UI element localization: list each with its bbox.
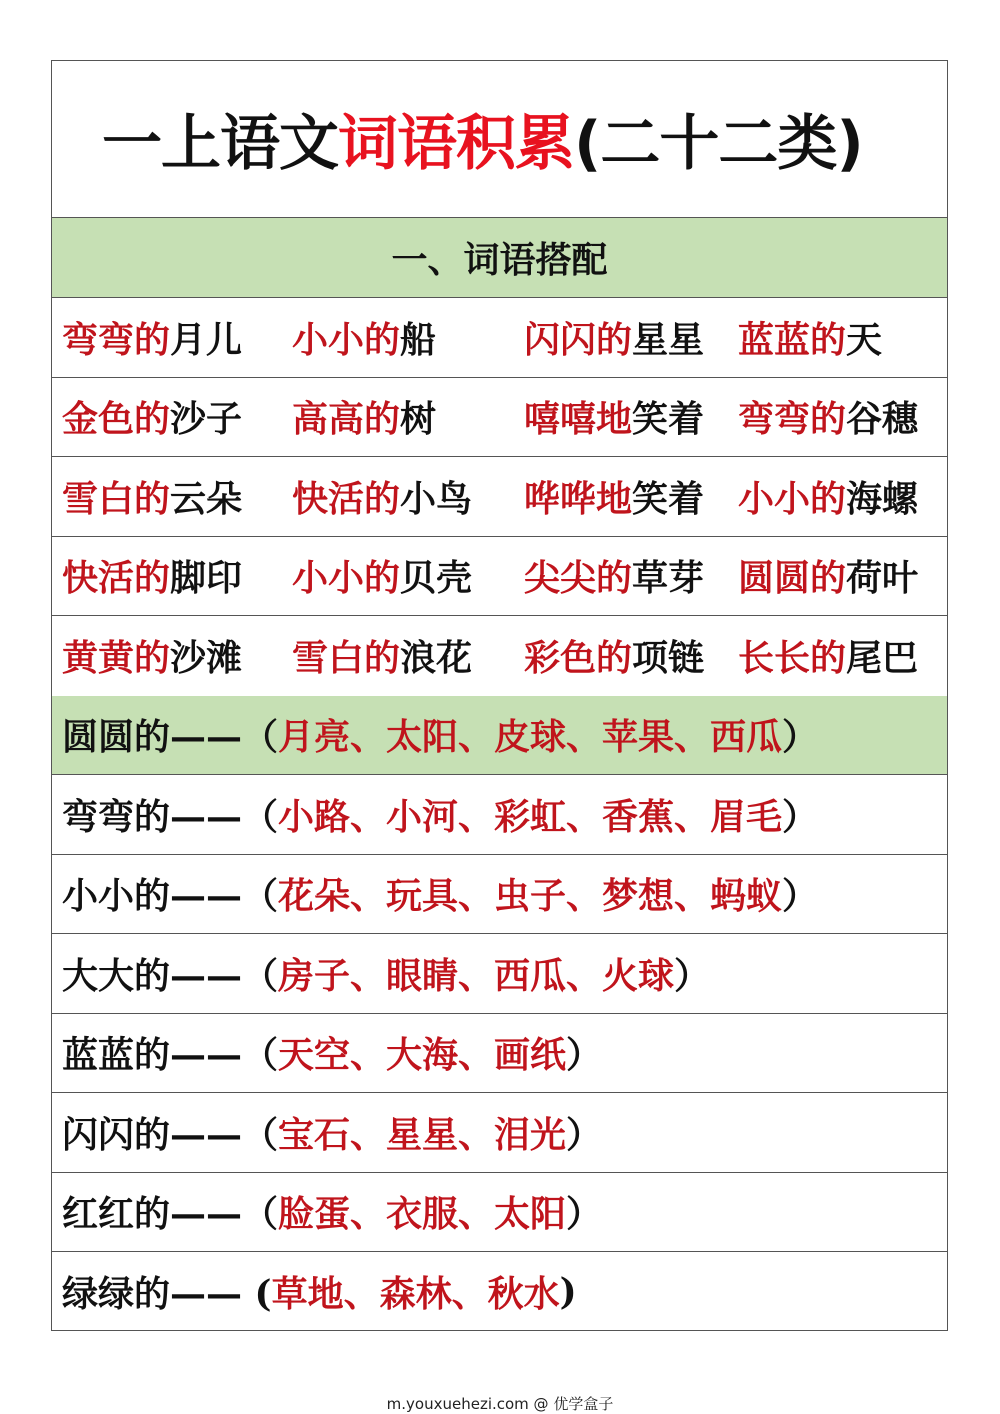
collocation-row xyxy=(52,775,947,855)
title-part2: 词语积累 xyxy=(338,109,574,179)
pair-modifier: 长长的 xyxy=(738,637,847,680)
collocation-head: 红红的——（ xyxy=(62,1193,279,1236)
collocation-row xyxy=(52,696,947,776)
pair-modifier: 彩色的 xyxy=(524,637,633,680)
pair-modifier: 金色的 xyxy=(62,398,171,441)
worksheet-table xyxy=(51,60,948,1331)
pair-modifier: 小小的 xyxy=(292,318,401,361)
pair-noun: 浪花 xyxy=(400,637,473,680)
pair-row xyxy=(52,378,947,458)
collocation-items: 宝石、星星、泪光 xyxy=(278,1113,567,1156)
collocation-items: 花朵、玩具、虫子、梦想、蚂蚁 xyxy=(278,875,783,918)
collocation-head: 弯弯的——（ xyxy=(62,795,279,838)
collocation-row xyxy=(52,1014,947,1094)
pair-noun: 草芽 xyxy=(632,557,705,600)
pair-modifier: 雪白的 xyxy=(62,477,171,520)
pair-noun: 船 xyxy=(400,318,437,361)
pair-noun: 贝壳 xyxy=(400,557,473,600)
pair-modifier: 快活的 xyxy=(62,557,171,600)
collocation-row xyxy=(52,1173,947,1253)
pair-modifier: 蓝蓝的 xyxy=(738,318,847,361)
word-pair xyxy=(524,550,704,601)
word-pair xyxy=(62,630,242,681)
footer-watermark: m.youxuehezi.com @ 优学盒子 xyxy=(386,1395,614,1413)
word-pair xyxy=(738,630,918,681)
collocation-items: 天空、大海、画纸 xyxy=(278,1034,567,1077)
pair-modifier: 尖尖的 xyxy=(524,557,633,600)
collocation-head: 圆圆的——（ xyxy=(62,716,279,759)
word-pair xyxy=(292,391,436,442)
collocation-items: 房子、眼睛、西瓜、火球 xyxy=(278,954,675,997)
pair-modifier: 快活的 xyxy=(292,477,401,520)
collocation-head: 蓝蓝的——（ xyxy=(62,1034,279,1077)
word-pair xyxy=(62,550,242,601)
word-pair xyxy=(62,391,242,442)
pair-noun: 荷叶 xyxy=(846,557,919,600)
pair-row xyxy=(52,537,947,617)
pair-row xyxy=(52,457,947,537)
pair-noun: 笑着 xyxy=(632,477,705,520)
collocation-tail: ) xyxy=(559,1270,577,1313)
collocation-items: 月亮、太阳、皮球、苹果、西瓜 xyxy=(278,716,783,759)
pair-modifier: 哗哗地 xyxy=(524,477,633,520)
pair-noun: 谷穗 xyxy=(846,398,919,441)
pair-noun: 笑着 xyxy=(632,398,705,441)
word-pair xyxy=(62,471,242,522)
collocation-row xyxy=(52,855,947,935)
page-title xyxy=(52,61,947,218)
word-pair xyxy=(524,630,704,681)
pair-noun: 小鸟 xyxy=(400,477,473,520)
word-pair xyxy=(738,471,918,522)
pair-noun: 尾巴 xyxy=(846,637,919,680)
collocation-head: 小小的——（ xyxy=(62,875,279,918)
collocation-head: 大大的——（ xyxy=(62,954,279,997)
collocation-row xyxy=(52,1093,947,1173)
pair-modifier: 小小的 xyxy=(738,477,847,520)
pair-modifier: 弯弯的 xyxy=(62,318,171,361)
pair-modifier: 圆圆的 xyxy=(738,557,847,600)
pair-noun: 项链 xyxy=(632,637,705,680)
section-heading: 一、词语搭配 xyxy=(52,218,947,298)
collocation-tail: ） xyxy=(566,1193,603,1236)
word-pair xyxy=(292,471,472,522)
pair-noun: 沙子 xyxy=(170,398,243,441)
word-pair xyxy=(524,471,704,522)
pair-noun: 月儿 xyxy=(170,318,243,361)
word-pair xyxy=(738,391,918,442)
pair-noun: 脚印 xyxy=(170,557,243,600)
word-pair xyxy=(738,550,918,601)
pair-modifier: 嘻嘻地 xyxy=(524,398,633,441)
word-pair xyxy=(292,630,472,681)
pair-noun: 沙滩 xyxy=(170,637,243,680)
pair-row xyxy=(52,298,947,378)
collocation-items: 草地、森林、秋水 xyxy=(271,1273,560,1316)
collocation-row xyxy=(52,934,947,1014)
collocation-head: 绿绿的—— ( xyxy=(62,1273,272,1316)
pair-noun: 树 xyxy=(400,398,437,441)
pair-row xyxy=(52,616,947,696)
collocation-row xyxy=(52,1252,947,1332)
word-pair xyxy=(292,550,472,601)
pair-modifier: 雪白的 xyxy=(292,637,401,680)
pair-modifier: 黄黄的 xyxy=(62,637,171,680)
collocation-tail: ） xyxy=(566,1113,603,1156)
collocation-items: 小路、小河、彩虹、香蕉、眉毛 xyxy=(278,795,783,838)
pair-noun: 星星 xyxy=(632,318,705,361)
collocation-head: 闪闪的——（ xyxy=(62,1113,279,1156)
pair-modifier: 小小的 xyxy=(292,557,401,600)
collocation-items: 脸蛋、衣服、太阳 xyxy=(278,1193,567,1236)
title-part3: (二十二类) xyxy=(574,109,863,179)
pair-modifier: 弯弯的 xyxy=(738,398,847,441)
pair-noun: 云朵 xyxy=(170,477,243,520)
word-pair xyxy=(524,312,704,363)
word-pair xyxy=(292,312,436,363)
collocation-tail: ） xyxy=(566,1034,603,1077)
pair-modifier: 闪闪的 xyxy=(524,318,633,361)
title-part1: 一上语文 xyxy=(102,109,338,179)
collocation-tail: ） xyxy=(674,954,711,997)
collocation-tail: ） xyxy=(782,875,819,918)
collocation-tail: ） xyxy=(782,795,819,838)
word-pair xyxy=(62,312,242,363)
pair-noun: 海螺 xyxy=(846,477,919,520)
pair-noun: 天 xyxy=(846,318,883,361)
collocation-tail: ） xyxy=(782,716,819,759)
word-pair xyxy=(524,391,704,442)
pair-modifier: 高高的 xyxy=(292,398,401,441)
word-pair xyxy=(738,312,882,363)
